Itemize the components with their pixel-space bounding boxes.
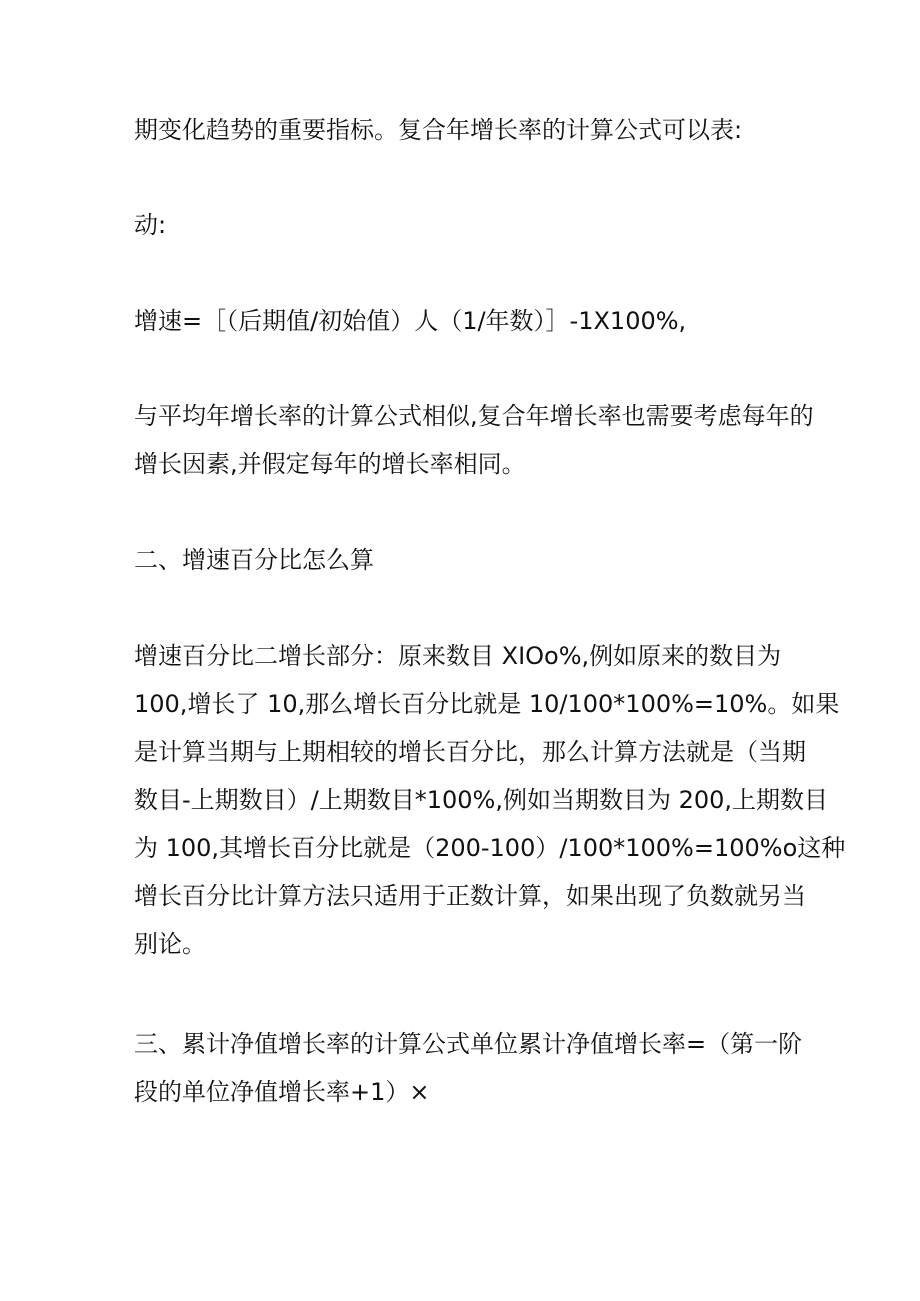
paragraph-percentage-method: [134, 632, 846, 968]
text-line: 100,增长了 10,那么增长百分比就是 10/100*100%=10%。如果: [134, 690, 840, 718]
text-line: 是计算当期与上期相较的增长百分比，那么计算方法就是（当期: [134, 738, 806, 766]
text-line: 增长百分比计算方法只适用于正数计算，如果出现了负数就另当: [134, 882, 806, 910]
text-line: 三、累计净值增长率的计算公式单位累计净值增长率=（第一阶: [134, 1030, 803, 1058]
text-line: 数目-上期数目）/上期数目*100%,例如当期数目为 200,上期数目: [134, 786, 829, 814]
text-line: 二、增速百分比怎么算: [134, 546, 374, 574]
paragraph-cagr-intro: [134, 106, 794, 154]
text-line: 增长因素,并假定每年的增长率相同。: [134, 450, 526, 478]
text-line: 段的单位净值增长率+1）×: [134, 1078, 430, 1106]
text-line: 期变化趋势的重要指标。复合年增长率的计算公式可以表:: [134, 116, 743, 144]
section-heading-3-paragraph: [134, 1020, 803, 1116]
text-line: 增速百分比二增长部分：原来数目 XIOo%,例如原来的数目为: [134, 642, 782, 670]
text-line: 动:: [134, 211, 167, 239]
paragraph-cagr-note: [134, 392, 814, 488]
text-line: 别论。: [134, 930, 206, 958]
text-line: 增速=［（后期值/初始值）人（1/年数）］-1X100%,: [134, 307, 687, 335]
text-line: 为 100,其增长百分比就是（200-100）∕100*100%=100%o这种: [134, 834, 846, 862]
formula-growth-rate: [134, 297, 794, 345]
paragraph-fragment: [134, 201, 794, 249]
text-line: 与平均年增长率的计算公式相似,复合年增长率也需要考虑每年的: [134, 402, 814, 430]
section-heading-2: [134, 536, 794, 584]
